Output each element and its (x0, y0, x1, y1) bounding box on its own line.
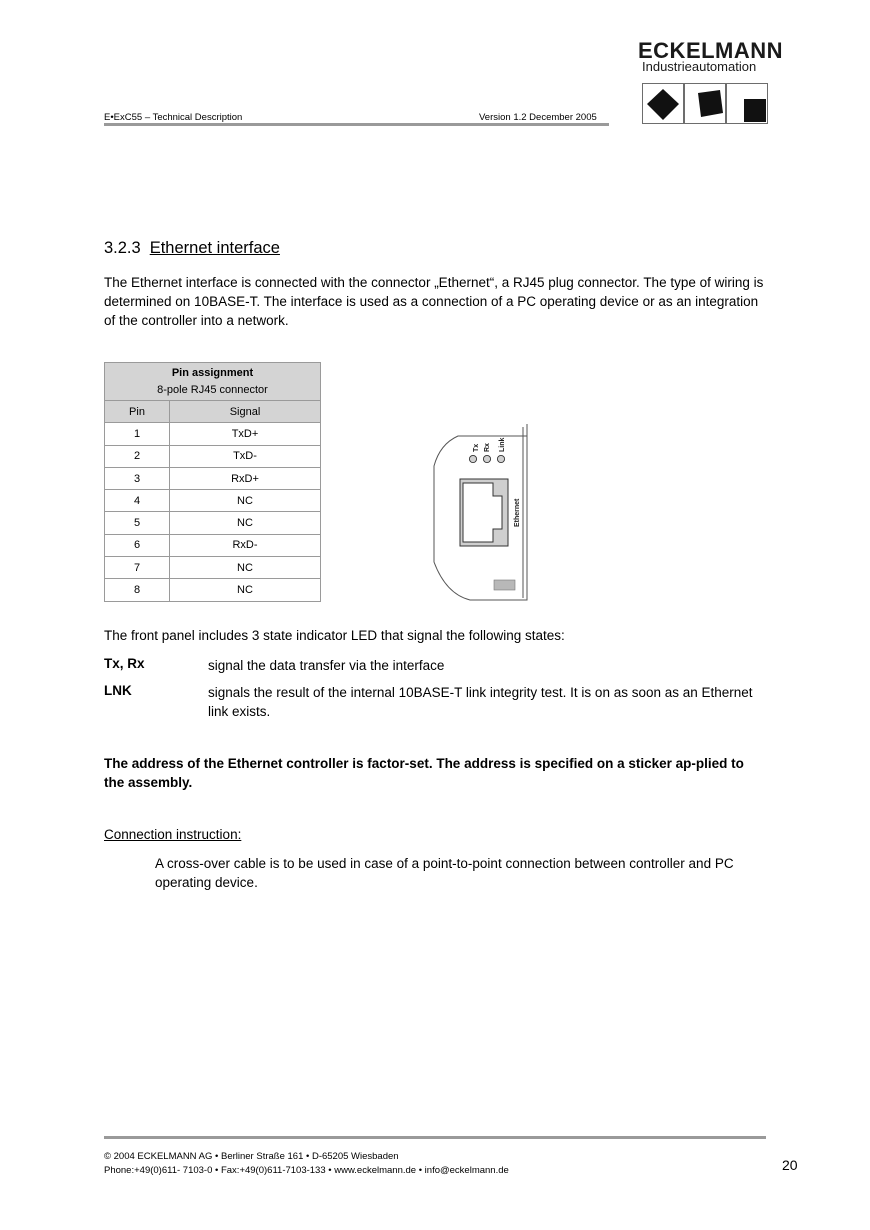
pin-number: 5 (105, 512, 170, 534)
pin-number: 7 (105, 557, 170, 579)
pin-signal: TxD- (170, 445, 321, 467)
pin-signal: RxD+ (170, 467, 321, 489)
table-row (105, 490, 321, 512)
pin-signal: NC (170, 557, 321, 579)
table-row (105, 557, 321, 579)
sticker-icon (494, 580, 515, 590)
led-term-lnk: LNK (104, 683, 132, 698)
pin-number: 3 (105, 467, 170, 489)
led-label-tx: Tx (473, 443, 480, 452)
pin-signal: NC (170, 490, 321, 512)
ethernet-front-panel-diagram (426, 424, 532, 602)
column-header-signal: Signal (170, 401, 321, 423)
connection-heading: Connection instruction: (104, 827, 242, 842)
footer-address: © 2004 ECKELMANN AG • Berliner Straße 161 • D-65205 Wiesbaden (104, 1151, 399, 1162)
footer-rule (104, 1136, 766, 1139)
section-heading (104, 239, 280, 258)
pin-signal: TxD+ (170, 423, 321, 445)
pin-number: 2 (105, 445, 170, 467)
led-desc-txrx: signal the data transfer via the interface (208, 658, 445, 673)
section-title: Ethernet interface (149, 239, 280, 257)
led-term-txrx: Tx, Rx (104, 656, 145, 671)
pin-signal: NC (170, 579, 321, 601)
led-label-link: Link (499, 437, 506, 452)
table-row (105, 512, 321, 534)
logo-name: ECKELMANN (638, 38, 784, 63)
intro-paragraph: The Ethernet interface is connected with the connector „Ethernet“, a RJ45 plug connector. The type of wiring is determined on 10BASE-T. The interface is used as a connection of a PC operating device or as an integration of the controller into a network. (104, 275, 764, 328)
pin-number: 1 (105, 423, 170, 445)
address-note: The address of the Ethernet controller is factor-set. The address is specified on a sticker ap-plied to the assembly. (104, 756, 744, 790)
column-header-pin: Pin (105, 401, 170, 423)
led-intro: The front panel includes 3 state indicator LED that signal the following states: (104, 628, 565, 643)
table-row (105, 467, 321, 489)
led-link-icon (497, 455, 504, 462)
header-doc-title: E•ExC55 – Technical Description (104, 112, 243, 123)
pin-signal: NC (170, 512, 321, 534)
header-version: Version 1.2 December 2005 (479, 112, 597, 123)
section-number: 3.2.3 (104, 239, 141, 257)
led-rx-icon (483, 455, 490, 462)
pin-number: 8 (105, 579, 170, 601)
pin-assignment-table (104, 362, 321, 602)
pin-table-title: Pin assignment (171, 367, 254, 379)
pin-number: 4 (105, 490, 170, 512)
pin-table-header (105, 363, 321, 401)
logo-squares-icon (642, 83, 768, 125)
table-row (105, 423, 321, 445)
led-desc-lnk: signals the result of the internal 10BASE-T link integrity test. It is on as soon as an Ethernet link exists. (208, 685, 753, 719)
led-tx-icon (469, 455, 476, 462)
logo-subtitle: Industrieautomation (642, 59, 757, 74)
table-row (105, 534, 321, 556)
header-rule (104, 123, 609, 126)
connection-text: A cross-over cable is to be used in case of a point-to-point connection between controller and PC operating device. (155, 856, 734, 890)
port-label: Ethernet (514, 498, 521, 527)
pin-table-subtitle: 8-pole RJ45 connector (157, 384, 268, 396)
page-number: 20 (782, 1157, 798, 1173)
footer-contact: Phone:+49(0)611- 7103-0 • Fax:+49(0)611-7103-133 • www.eckelmann.de • info@eckelmann.de (104, 1165, 509, 1176)
pin-signal: RxD- (170, 534, 321, 556)
table-row (105, 445, 321, 467)
pin-number: 6 (105, 534, 170, 556)
table-row (105, 579, 321, 601)
led-label-rx: Rx (484, 443, 491, 452)
